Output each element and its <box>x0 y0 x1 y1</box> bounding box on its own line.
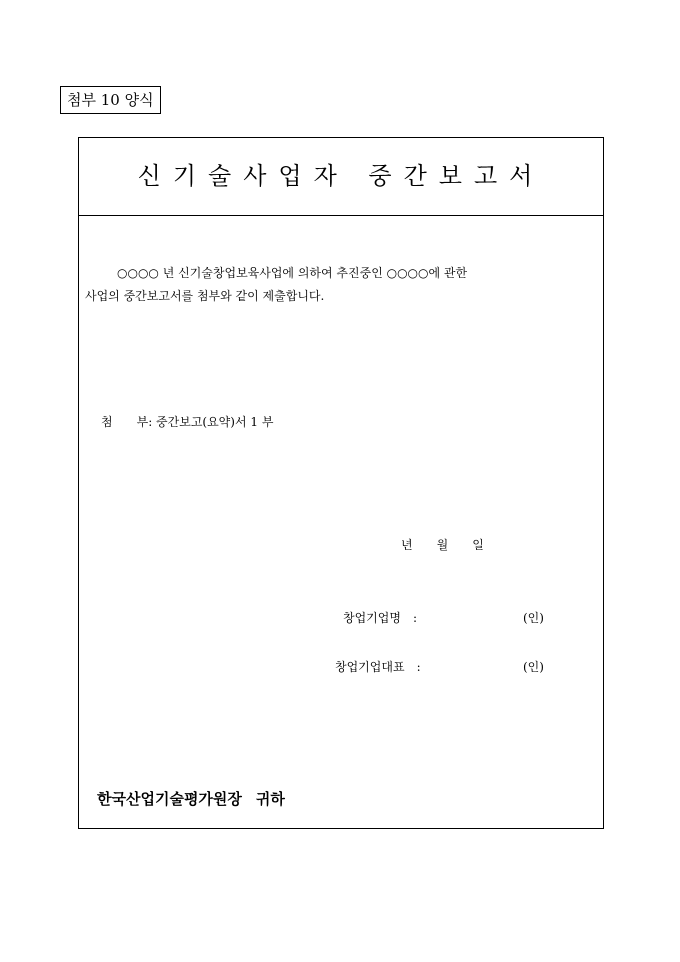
date-line <box>401 536 508 554</box>
representative-colon: : <box>416 660 421 674</box>
attachment-value: : 중간보고(요약)서 1 부 <box>148 415 274 429</box>
body-paragraph <box>85 262 595 308</box>
addressee-org: 한국산업기술평가원장 <box>97 790 242 808</box>
date-year: 년 <box>401 538 413 552</box>
form-title: 신기술사업자 중간보고서 <box>79 138 603 216</box>
company-name-colon: : <box>412 611 418 625</box>
report-form <box>78 137 604 829</box>
date-day: 일 <box>472 538 484 552</box>
representative-label: 창업기업대표 <box>335 660 405 674</box>
attachment-label-2: 부 <box>136 415 149 429</box>
date-month: 월 <box>436 538 449 552</box>
attachment-form-label: 첨부 10 양식 <box>60 86 161 114</box>
body-line-1: ○○○○ 년 신기술창업보육사업에 의하여 추진중인 ○○○○에 관한 <box>117 266 468 280</box>
addressee <box>97 789 285 809</box>
representative-seal: (인) <box>523 660 544 674</box>
attachment-line <box>101 413 273 431</box>
addressee-suffix: 귀하 <box>255 790 285 808</box>
body-line-2: 사업의 중간보고서를 첨부와 같이 제출합니다. <box>85 289 325 303</box>
representative-row <box>335 658 421 676</box>
company-name-label: 창업기업명 <box>343 611 401 625</box>
company-seal: (인) <box>523 611 544 625</box>
company-name-row <box>343 609 417 627</box>
attachment-label-1: 첨 <box>101 415 113 429</box>
